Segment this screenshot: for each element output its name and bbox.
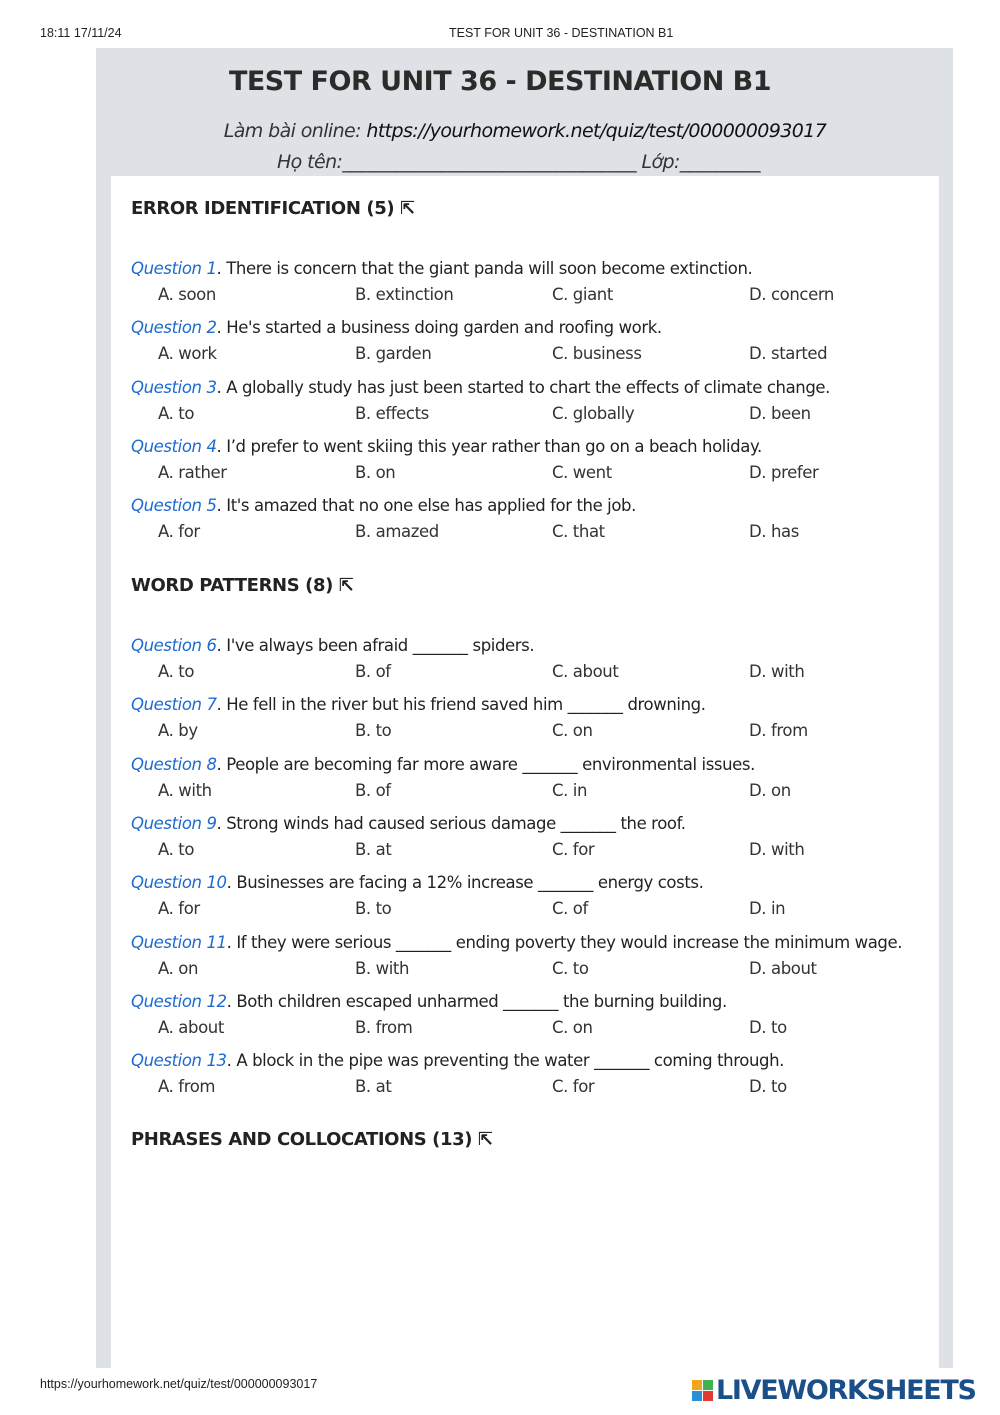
question-label: Question 2 xyxy=(131,318,217,338)
online-line xyxy=(0,120,1000,142)
answer-option[interactable]: D. prefer xyxy=(749,462,819,482)
question-text: . Businesses are facing a 12% increase _______ energy costs. xyxy=(226,873,704,893)
answer-option[interactable]: B. of xyxy=(355,662,391,681)
question-label: Question 9 xyxy=(131,813,217,833)
name-class-line: Họ tên:_________________________________ Lớp:_________ xyxy=(277,151,760,173)
question-text: . He's started a business doing garden and roofing work. xyxy=(216,318,662,338)
section-heading: PHRASES AND COLLOCATIONS (13) ⇱ xyxy=(131,1129,493,1150)
answer-option[interactable]: C. giant xyxy=(552,285,613,304)
question xyxy=(131,814,686,833)
page-title: TEST FOR UNIT 36 - DESTINATION B1 xyxy=(228,66,772,97)
answer-option[interactable]: D. to xyxy=(749,1077,787,1097)
question-label: Question 4 xyxy=(131,436,217,456)
answer-option[interactable]: D. been xyxy=(749,403,811,423)
question xyxy=(131,636,534,655)
question xyxy=(131,259,752,278)
question-label: Question 8 xyxy=(131,754,217,774)
answer-option[interactable]: B. to xyxy=(355,899,392,919)
answer-option[interactable]: C. in xyxy=(552,780,588,800)
question-label: Question 6 xyxy=(131,636,217,655)
answer-option[interactable]: A. work xyxy=(158,344,217,364)
section-heading: ERROR IDENTIFICATION (5) ⇱ xyxy=(131,198,415,219)
answer-option[interactable]: A. to xyxy=(158,403,195,423)
answer-option[interactable]: A. from xyxy=(158,1077,216,1097)
section-heading: WORD PATTERNS (8) ⇱ xyxy=(131,575,354,596)
question xyxy=(131,933,902,952)
question-text: . He fell in the river but his friend saved him _______ drowning. xyxy=(216,695,706,715)
answer-option[interactable]: C. about xyxy=(552,662,619,681)
answer-option[interactable]: B. from xyxy=(355,1017,413,1037)
answer-option[interactable]: D. from xyxy=(749,721,808,741)
answer-option[interactable]: C. business xyxy=(552,344,642,364)
question xyxy=(131,992,727,1011)
question-label: Question 13 xyxy=(131,1051,227,1071)
question-text: . It's amazed that no one else has applied for the job. xyxy=(216,496,636,516)
question xyxy=(131,437,762,456)
answer-option[interactable]: C. to xyxy=(552,958,589,978)
answer-option[interactable]: B. garden xyxy=(355,344,432,364)
logo-blocks-icon xyxy=(692,1380,713,1401)
question xyxy=(131,1051,784,1070)
answer-option[interactable]: C. globally xyxy=(552,403,635,423)
question-label: Question 10 xyxy=(131,873,227,893)
answer-option[interactable]: C. for xyxy=(552,1077,595,1097)
answer-option[interactable]: A. rather xyxy=(158,462,227,482)
question-text: . Strong winds had caused serious damage _______ the roof. xyxy=(216,813,686,833)
print-datetime: 18:11 17/11/24 xyxy=(40,26,122,40)
question-text: . People are becoming far more aware _______ environmental issues. xyxy=(216,754,755,774)
answer-option[interactable]: D. in xyxy=(749,899,786,919)
question-text: . I’d prefer to went skiing this year rather than go on a beach holiday. xyxy=(216,436,762,456)
question-label: Question 12 xyxy=(131,991,227,1011)
answer-option[interactable]: C. went xyxy=(552,462,612,482)
answer-option[interactable]: B. on xyxy=(355,462,396,482)
answer-option[interactable]: A. for xyxy=(158,522,200,542)
answer-option[interactable]: B. with xyxy=(355,958,410,978)
question xyxy=(131,378,830,397)
print-doc-title: TEST FOR UNIT 36 - DESTINATION B1 xyxy=(449,26,674,40)
question-text: . I've always been afraid _______ spiders. xyxy=(216,636,535,655)
answer-option[interactable]: D. about xyxy=(749,958,817,978)
question-label: Question 3 xyxy=(131,377,217,397)
question-label: Question 5 xyxy=(131,496,217,516)
answer-option[interactable]: A. soon xyxy=(158,285,216,304)
answer-option[interactable]: A. by xyxy=(158,721,198,741)
answer-option[interactable]: A. to xyxy=(158,839,195,859)
answer-option[interactable]: C. for xyxy=(552,839,595,859)
online-url[interactable]: https://yourhomework.net/quiz/test/000000093017 xyxy=(366,120,827,142)
answer-option[interactable]: A. with xyxy=(158,780,212,800)
answer-option[interactable]: D. with xyxy=(749,662,805,681)
question-text: . A block in the pipe was preventing the water _______ coming through. xyxy=(226,1051,784,1071)
answer-option[interactable]: A. about xyxy=(158,1017,224,1037)
answer-option[interactable]: B. at xyxy=(355,1077,392,1097)
answer-option[interactable]: D. with xyxy=(749,839,805,859)
answer-option[interactable]: D. has xyxy=(749,522,799,542)
question xyxy=(131,755,755,774)
question xyxy=(131,873,703,892)
online-label: Làm bài online: xyxy=(223,120,367,142)
answer-option[interactable]: A. for xyxy=(158,899,200,919)
answer-option[interactable]: D. concern xyxy=(749,285,834,304)
answer-option[interactable]: B. effects xyxy=(355,403,429,423)
question-label: Question 7 xyxy=(131,695,217,715)
answer-option[interactable]: A. on xyxy=(158,958,199,978)
question xyxy=(131,695,706,714)
question-label: Question 11 xyxy=(131,932,227,952)
answer-option[interactable]: D. to xyxy=(749,1017,787,1037)
question-label: Question 1 xyxy=(131,259,217,278)
question-text: . Both children escaped unharmed _______ the burning building. xyxy=(226,991,727,1011)
answer-option[interactable]: B. extinction xyxy=(355,285,454,304)
answer-option[interactable]: C. on xyxy=(552,1017,593,1037)
answer-option[interactable]: C. of xyxy=(552,899,588,919)
answer-option[interactable]: B. at xyxy=(355,839,392,859)
answer-option[interactable]: B. to xyxy=(355,721,392,741)
answer-option[interactable]: C. that xyxy=(552,522,605,542)
answer-option[interactable]: C. on xyxy=(552,721,593,741)
logo-text: LIVEWORKSHEETS xyxy=(716,1375,976,1406)
answer-option[interactable]: D. on xyxy=(749,780,791,800)
answer-option[interactable]: B. amazed xyxy=(355,522,439,542)
liveworksheets-logo xyxy=(692,1375,976,1406)
question xyxy=(131,318,662,337)
footer-url: https://yourhomework.net/quiz/test/000000093017 xyxy=(40,1377,318,1391)
question-text: . If they were serious _______ ending poverty they would increase the minimum wage. xyxy=(226,932,903,952)
answer-option[interactable]: A. to xyxy=(158,662,195,681)
answer-option[interactable]: D. started xyxy=(749,344,828,364)
question-text: . There is concern that the giant panda will soon become extinction. xyxy=(216,259,753,278)
question-text: . A globally study has just been started to chart the effects of climate change. xyxy=(216,377,831,397)
question xyxy=(131,496,636,515)
answer-option[interactable]: B. of xyxy=(355,780,391,800)
